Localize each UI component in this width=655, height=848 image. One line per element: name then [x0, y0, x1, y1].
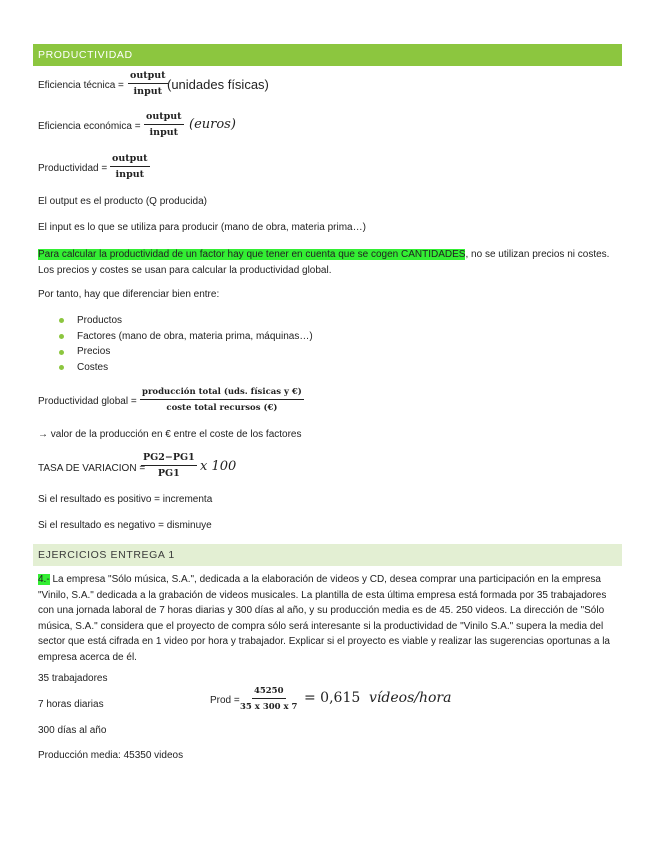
bullet-marker	[59, 334, 64, 339]
section-title: PRODUCTIVIDAD	[38, 49, 133, 61]
prod-fraction	[240, 685, 297, 713]
ef-economica-label: Eficiencia económica =	[38, 121, 141, 132]
ef-economica-units: (euros)	[189, 117, 236, 132]
data-line: Producción media: 45350 videos	[38, 750, 184, 761]
fraction-numerator: output	[144, 111, 184, 125]
fraction-denominator: input	[133, 86, 163, 97]
fraction-numerator: 45250	[252, 685, 286, 699]
prod-result: = 0,615	[304, 690, 361, 706]
fraction-denominator: 35 x 300 x 7	[240, 702, 298, 712]
data-line: 300 días al año	[38, 725, 107, 736]
bullet-marker	[59, 365, 64, 370]
fraction-numerator: PG2−PG1	[141, 452, 197, 466]
cantidades-paragraph	[38, 247, 623, 278]
exercise-text: La empresa "Sólo música, S.A.", dedicada a la elaboración de videos y CD, desea comprar una participación en la empresa "Vinilo, S.A." dedicada a la grabación de videos musicales. La plantilla de esta última empresa está formada por 35 trabajadores con una jornada laboral de 7 horas diarias y 300 días al año, y su producción media es de 45. 250 videos. La dirección de "Sólo música, S.A." considera que el proyecto de compra sólo será interesante si la productividad de "Vinilo S.A." supera la media del sector que está cifrada en 1 video por hora y trabajador. Explicar si el proyecto es viable y realizar las sugerencias oportunas a la empresa acerca de él.	[38, 574, 610, 663]
positivo-text: Si el resultado es positivo = incrementa	[38, 494, 213, 505]
section-header-ejercicios	[33, 544, 622, 566]
bullet-marker	[59, 318, 64, 323]
fraction-denominator: input	[149, 127, 179, 138]
fraction-denominator: input	[115, 169, 145, 180]
ef-tecnica-fraction	[128, 70, 168, 98]
bullet-marker	[59, 350, 64, 355]
input-definition: El input es lo que se utiliza para producir (mano de obra, materia prima…)	[38, 222, 366, 233]
arrow-line: → valor de la producción en € entre el coste de los factores	[38, 429, 302, 440]
ef-economica-fraction	[144, 111, 184, 139]
tasa-fraction	[141, 452, 197, 480]
ef-tecnica-units: (unidades físicas)	[167, 77, 269, 92]
paragraph-text-line2: Los precios y costes se usan para calcular la productividad global.	[38, 264, 332, 276]
fraction-numerator: output	[128, 70, 168, 84]
list-item: Costes	[77, 362, 109, 373]
fraction-numerator: output	[110, 153, 150, 167]
global-fraction	[140, 386, 304, 414]
section-title: EJERCICIOS ENTREGA 1	[38, 549, 175, 561]
prod-unit: vídeos/hora	[369, 690, 452, 706]
diferenciar-text: Por tanto, hay que diferenciar bien entre:	[38, 289, 220, 300]
list-item: Productos	[77, 315, 123, 326]
data-line: 7 horas diarias	[38, 699, 104, 710]
exercise-number: 4.-	[38, 574, 50, 585]
fraction-denominator: PG1	[157, 468, 180, 479]
list-item: Factores (mano de obra, materia prima, máquinas…)	[77, 331, 313, 342]
productividad-label: Productividad =	[38, 163, 108, 174]
tasa-multiplier: x 100	[200, 459, 237, 474]
paragraph-text: , no se utilizan precios ni costes.	[465, 249, 610, 260]
output-definition: El output es el producto (Q producida)	[38, 196, 207, 207]
exercise-paragraph	[38, 572, 623, 665]
section-header-productividad	[33, 44, 622, 66]
prod-label: Prod =	[210, 695, 240, 706]
fraction-denominator: coste total recursos (€)	[166, 403, 278, 413]
negativo-text: Si el resultado es negativo = disminuye	[38, 520, 212, 531]
global-label: Productividad global =	[38, 396, 137, 407]
highlighted-text: Para calcular la productividad de un factor hay que tener en cuenta que se cogen CANTIDADES	[38, 249, 466, 260]
list-item: Precios	[77, 346, 111, 357]
ef-tecnica-label: Eficiencia técnica =	[38, 80, 124, 91]
tasa-label: TASA DE VARIACION =	[38, 463, 146, 474]
productividad-fraction	[110, 153, 150, 181]
data-line: 35 trabajadores	[38, 673, 108, 684]
fraction-numerator: producción total (uds. físicas y €)	[140, 386, 304, 400]
